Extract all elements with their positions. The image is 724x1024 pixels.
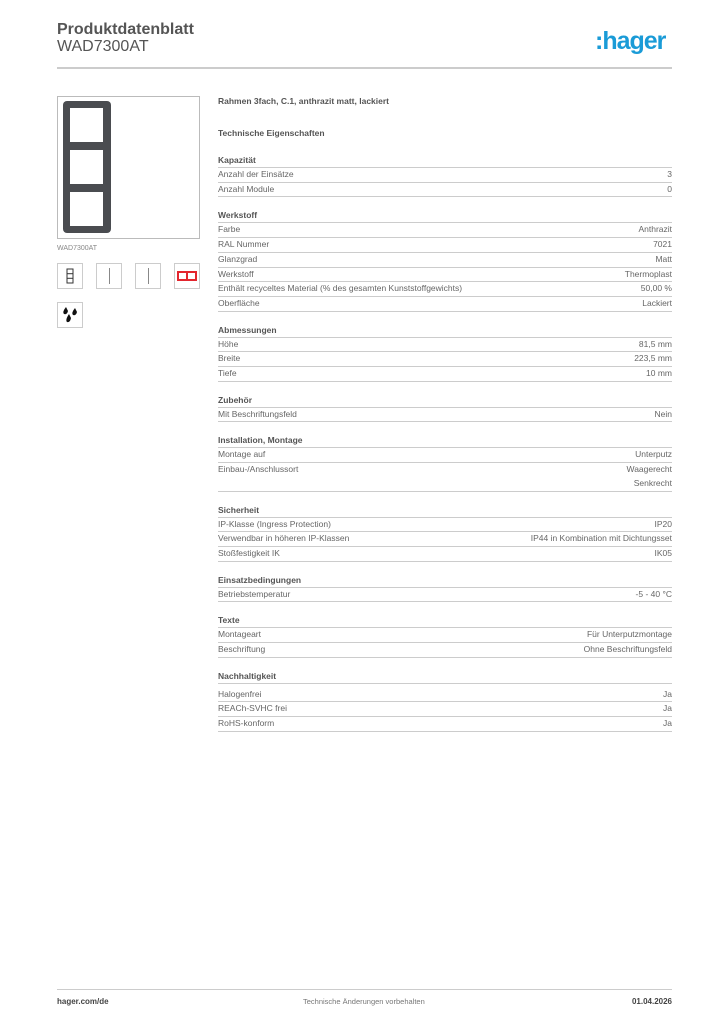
- spec-value: 50,00 %: [640, 283, 672, 294]
- spec-row: [218, 518, 672, 533]
- spec-label: Beschriftung: [218, 644, 266, 655]
- spec-label: Tiefe: [218, 368, 237, 379]
- section-title: Einsatzbedingungen: [218, 574, 672, 588]
- spec-row: [218, 408, 672, 423]
- spec-label: Einbau-/Anschlussort: [218, 464, 299, 475]
- spec-section: [218, 670, 672, 732]
- footer-note: Technische Änderungen vorbehalten: [303, 997, 425, 1006]
- spec-value: 81,5 mm: [638, 338, 672, 349]
- spec-row: [218, 688, 672, 703]
- spec-label: Anzahl der Einsätze: [218, 169, 294, 179]
- product-image: [57, 96, 200, 239]
- spec-value: Waagerecht Senkrecht: [626, 464, 672, 488]
- spec-sheet: [218, 96, 672, 732]
- vertical-mount-icon: [96, 263, 122, 289]
- spec-section: [218, 154, 672, 197]
- page-title: Produktdatenblatt: [57, 21, 194, 38]
- spec-value: 7021: [653, 239, 672, 250]
- spec-row: [218, 183, 672, 198]
- water-drops-icon: [57, 302, 83, 328]
- spec-value: -5 - 40 °C: [635, 588, 672, 599]
- spec-label: Werkstoff: [218, 268, 254, 279]
- spec-label: RAL Nummer: [218, 239, 270, 250]
- spec-label: RoHS-konform: [218, 718, 275, 729]
- spec-value: Anthrazit: [638, 224, 672, 235]
- spec-section: [218, 504, 672, 562]
- section-title: Zubehör: [218, 394, 672, 408]
- spec-row: [218, 702, 672, 717]
- footer-divider: [57, 989, 672, 990]
- spec-label: Mit Beschriftungsfeld: [218, 408, 297, 419]
- spec-row: [218, 588, 672, 603]
- spec-label: Anzahl Module: [218, 183, 275, 194]
- spec-value: IP20: [654, 518, 672, 529]
- spec-label: Verwendbar in höheren IP-Klassen: [218, 533, 350, 544]
- spec-value: IK05: [654, 547, 672, 558]
- spec-label: Farbe: [218, 224, 241, 235]
- spec-section: [218, 614, 672, 657]
- spec-row: [218, 238, 672, 253]
- spec-row: [218, 547, 672, 562]
- section-title: Sicherheit: [218, 504, 672, 518]
- product-description: Rahmen 3fach, C.1, anthrazit matt, lackiert: [218, 96, 389, 106]
- frame-illustration: [63, 101, 111, 233]
- spec-label: Stoßfestigkeit IK: [218, 547, 280, 558]
- section-title: Nachhaltigkeit: [218, 670, 672, 684]
- spec-value: Nein: [654, 408, 672, 419]
- section-title: Abmessungen: [218, 324, 672, 338]
- spec-row: [218, 223, 672, 238]
- spec-row: [218, 338, 672, 353]
- ip-rating-icon: [174, 263, 200, 289]
- spec-label: Enthält recyceltes Material (% des gesamten Kunststoffgewichts): [218, 283, 463, 294]
- spec-section: [218, 324, 672, 382]
- spec-value: Für Unterputzmontage: [586, 629, 672, 640]
- hager-logo: :hager: [595, 27, 666, 55]
- header-divider: [57, 67, 672, 69]
- section-title: Werkstoff: [218, 209, 672, 223]
- spec-value: 0: [667, 183, 672, 194]
- spec-value: Unterputz: [635, 449, 672, 460]
- spec-row: [218, 268, 672, 283]
- spec-label: IP-Klasse (Ingress Protection): [218, 518, 331, 529]
- spec-label: Oberfläche: [218, 297, 260, 308]
- spec-value: 223,5 mm: [634, 353, 672, 364]
- spec-row: [218, 168, 672, 183]
- spec-row: [218, 717, 672, 732]
- spec-row: [218, 628, 672, 643]
- footer-date: 01.04.2026: [631, 997, 672, 1006]
- spec-row: [218, 532, 672, 547]
- spec-row: [218, 253, 672, 268]
- spec-row: [218, 448, 672, 463]
- spec-value: Ja: [663, 688, 672, 699]
- image-caption: WAD7300AT: [57, 245, 98, 252]
- spec-row: [218, 297, 672, 312]
- spec-row: [218, 463, 672, 491]
- spec-value: 3: [667, 169, 672, 179]
- article-number: WAD7300AT: [57, 38, 149, 55]
- spec-section: [218, 394, 672, 423]
- spec-section: [218, 574, 672, 603]
- spec-value: Ja: [663, 718, 672, 729]
- spec-label: Halogenfrei: [218, 688, 262, 699]
- spec-row: [218, 352, 672, 367]
- spec-label: REACh-SVHC frei: [218, 703, 287, 714]
- spec-label: Montageart: [218, 629, 261, 640]
- footer-website: hager.com/de: [57, 997, 109, 1006]
- section-title: Texte: [218, 614, 672, 628]
- spec-value: IP44 in Kombination mit Dichtungsset: [530, 533, 672, 544]
- spec-value: 10 mm: [646, 368, 672, 379]
- spec-value: Matt: [655, 253, 672, 264]
- spec-row: [218, 367, 672, 382]
- spec-label: Höhe: [218, 338, 239, 349]
- spec-label: Glanzgrad: [218, 253, 258, 264]
- spec-label: Montage auf: [218, 449, 266, 460]
- spec-section: [218, 434, 672, 491]
- spec-value: Ohne Beschriftungsfeld: [583, 644, 672, 655]
- spec-label: Betriebstemperatur: [218, 588, 291, 599]
- section-title: Installation, Montage: [218, 434, 672, 448]
- spec-value: Lackiert: [642, 297, 672, 308]
- spec-label: Breite: [218, 353, 241, 364]
- spec-row: [218, 643, 672, 658]
- spec-value: Thermoplast: [624, 268, 672, 279]
- three-gang-frame-icon: [57, 263, 83, 289]
- spec-value: Ja: [663, 703, 672, 714]
- spec-row: [218, 282, 672, 297]
- section-title: Kapazität: [218, 154, 672, 168]
- tech-heading: Technische Eigenschaften: [218, 128, 325, 138]
- spec-section: [218, 209, 672, 311]
- vertical-mount-icon: [135, 263, 161, 289]
